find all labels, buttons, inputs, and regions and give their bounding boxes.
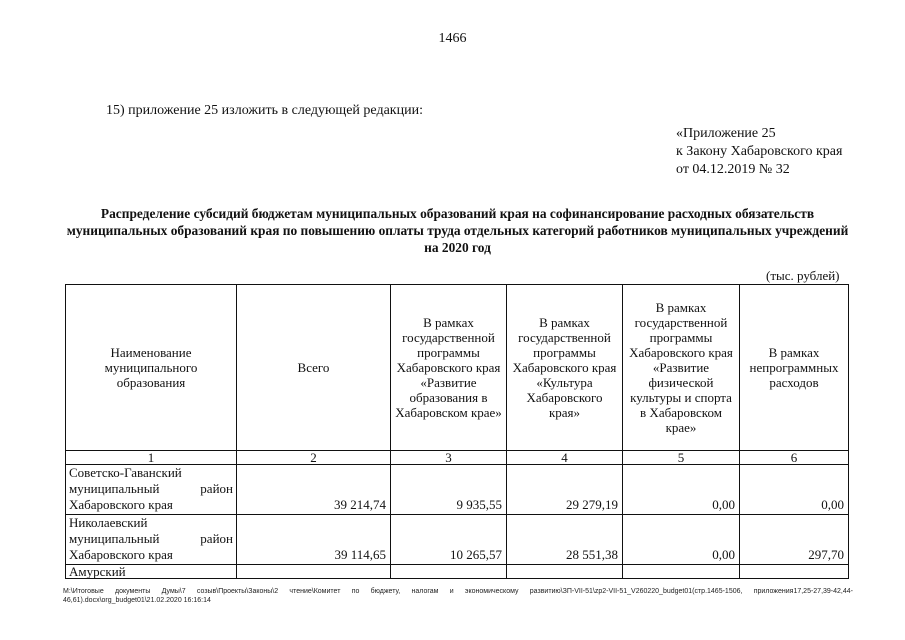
row-sport: [623, 565, 740, 579]
appendix-line-3: от 04.12.2019 № 32: [676, 162, 790, 177]
column-number: 6: [740, 451, 849, 465]
row-education: 9 935,55: [391, 465, 507, 515]
row-non-program: 0,00: [740, 465, 849, 515]
column-number: 5: [623, 451, 740, 465]
header-sport-program: В рамках государственной программы Хабаровского края «Развитие физической культуры и спорта в Хабаровском крае»: [623, 285, 740, 451]
column-number: 4: [507, 451, 623, 465]
row-total: [237, 565, 391, 579]
table-row: [66, 515, 849, 565]
column-number: 3: [391, 451, 507, 465]
column-number: 1: [66, 451, 237, 465]
row-culture: [507, 565, 623, 579]
document-title: Распределение субсидий бюджетам муниципальных образований края на софинансирование расходных обязательств муниципальных образований края по повышению оплаты труда отдельных категорий работников муниципальных учреждений на 2020 год: [66, 206, 849, 255]
row-education: 10 265,57: [391, 515, 507, 565]
header-education-program: В рамках государственной программы Хабаровского края «Развитие образования в Хабаровском крае»: [391, 285, 507, 451]
column-number: 2: [237, 451, 391, 465]
table-header-row: [66, 285, 849, 451]
row-non-program: [740, 565, 849, 579]
page-number: 1466: [438, 31, 467, 46]
table-row: [66, 465, 849, 515]
row-culture: 28 551,38: [507, 515, 623, 565]
header-non-program: В рамках непрограммных расходов: [740, 285, 849, 451]
row-total: 39 114,65: [237, 515, 391, 565]
row-education: [391, 565, 507, 579]
appendix-line-2: к Закону Хабаровского края: [676, 144, 843, 159]
header-municipality: Наименование муниципального образования: [66, 285, 237, 451]
row-sport: 0,00: [623, 465, 740, 515]
row-municipality-name: Советско-Гаванский муниципальный район Хабаровского края: [66, 465, 237, 515]
file-path-footer: M:\Итоговые документы Думы\7 созыв\Проекты\Законы\2 чтение\Комитет по бюджету, налогам и экономическому развитию\ЗП-VII-51\zp2-VII-51_V260220_budget01(стр.1465-1506, приложения17,25-27,39-42,44-46,61).docx\org_budget01\21.02.2020 16:16:14: [63, 588, 853, 604]
row-municipality-name: Николаевский муниципальный район Хабаровского края: [66, 515, 237, 565]
amendment-item-text: 15) приложение 25 изложить в следующей редакции:: [106, 103, 423, 118]
row-culture: 29 279,19: [507, 465, 623, 515]
subsidy-table: [65, 284, 849, 579]
header-total: Всего: [237, 285, 391, 451]
table-row: [66, 565, 849, 579]
appendix-line-1: «Приложение 25: [676, 126, 776, 141]
appendix-header: [676, 125, 842, 179]
unit-label: (тыс. рублей): [766, 268, 840, 283]
header-culture-program: В рамках государственной программы Хабаровского края «Культура Хабаровского края»: [507, 285, 623, 451]
row-total: 39 214,74: [237, 465, 391, 515]
row-non-program: 297,70: [740, 515, 849, 565]
column-number-row: [66, 451, 849, 465]
row-sport: 0,00: [623, 515, 740, 565]
row-municipality-name: Амурский: [66, 565, 237, 579]
